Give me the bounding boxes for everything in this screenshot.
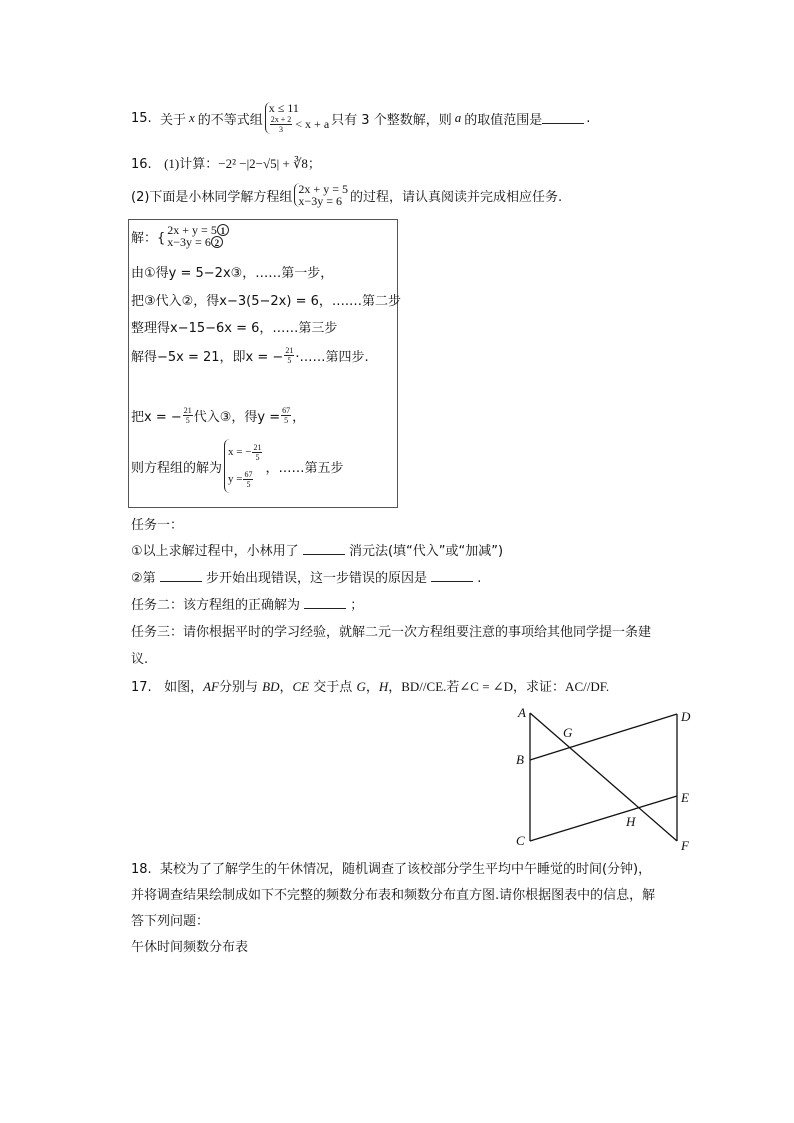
solution-substitute xyxy=(131,400,305,430)
q18-line1-text: 某校为了了解学生的午休情况，随机调查了该校部分学生平均中午睡觉的时间(分钟)， xyxy=(159,862,652,877)
res-a: 则方程组的解为 xyxy=(131,460,223,476)
task1-q2-b: 步开始出现错误，这一步错误的原因是 xyxy=(205,571,427,586)
task2-blank[interactable] xyxy=(304,597,346,609)
solution-step4 xyxy=(131,340,369,370)
question-17 xyxy=(131,676,609,695)
task2 xyxy=(131,594,363,613)
q16-part2-b: 的过程，请认真阅读并完成相应任务. xyxy=(349,189,563,205)
q17-text-f: ，BD//CE.若∠C = ∠D，求证：AC//DF. xyxy=(388,679,610,694)
q16-part2-a: (2)下面是小林同学解方程组 xyxy=(131,189,293,205)
res-b: ，……第五步 xyxy=(265,460,344,476)
sub-c: ， xyxy=(292,409,306,425)
task2-b: ； xyxy=(350,598,364,613)
task2-a: 任务二：该方程组的正确解为 xyxy=(131,598,301,613)
sub-den: 5 xyxy=(185,415,190,425)
segment-ce xyxy=(530,796,677,841)
q16-part1: (1)计算：−2² −|2−√5| + ∛8； xyxy=(164,156,321,171)
sub-fraction-1 xyxy=(183,406,193,425)
solution-box xyxy=(128,219,401,508)
res-y-num: 67 xyxy=(244,470,253,479)
solution-eq2: x−3y = 6 xyxy=(167,235,211,249)
sub-den2: 5 xyxy=(284,415,289,425)
res-x: x = − xyxy=(228,446,252,458)
q18-line2: 并将调查结果绘制成如下不完整的频数分布表和频数分布直方图.请你根据图表中的信息，解 xyxy=(131,888,656,903)
label-f: F xyxy=(681,838,689,853)
q15-ineq2-fraction xyxy=(270,115,293,134)
q15-ineq2-rest: < x + a xyxy=(295,117,330,131)
sub-num: 21 xyxy=(183,405,192,415)
q15-text-d: 的取值范围是 xyxy=(464,112,543,128)
res-y: y = xyxy=(228,473,243,485)
q15-text-a: 关于 xyxy=(159,112,186,128)
solution-step3: 整理得x−15−6x = 6，……第三步 xyxy=(131,321,338,336)
solution-step1: 由①得y = 5−2x③，……第一步， xyxy=(131,266,334,281)
sub-a: 把x = − xyxy=(131,409,182,425)
task1-q1-a: ①以上求解过程中，小林用了 xyxy=(131,544,299,559)
q15-ineq1: x ≤ 11 xyxy=(268,101,299,115)
step4-b: ·……第四步. xyxy=(295,349,369,365)
q16-part2-eq2: x−3y = 6 xyxy=(298,194,342,208)
q17-ce: CE xyxy=(292,679,310,694)
sub-num2: 67 xyxy=(282,405,291,415)
solution-result xyxy=(131,438,343,494)
label-d: D xyxy=(681,709,691,724)
q15-ineq2-den: 3 xyxy=(279,125,284,134)
res-x-den: 5 xyxy=(255,453,260,462)
task1-q1-blank[interactable] xyxy=(303,543,345,555)
step4-den: 5 xyxy=(287,355,292,365)
label-e: E xyxy=(681,790,689,805)
sub-fraction-2 xyxy=(281,406,291,425)
q15-answer-blank[interactable] xyxy=(542,112,584,124)
task1-q2-a: ②第 xyxy=(131,571,156,586)
q17-number: 17. xyxy=(131,680,152,695)
task1-q2-c: . xyxy=(477,571,482,586)
q17-h: H xyxy=(378,679,389,694)
q17-text-b: 分别与 xyxy=(219,680,259,695)
q16-part2-line xyxy=(131,180,562,210)
q15-ineq2-num: 2x + 2 xyxy=(270,115,292,124)
circled-1: 1 xyxy=(217,224,229,236)
label-h: H xyxy=(626,814,636,829)
task1-title: 任务一： xyxy=(131,518,184,533)
result-system xyxy=(224,439,263,493)
q15-text-c: 只有 3 个整数解，则 xyxy=(331,112,452,128)
geometry-figure xyxy=(505,700,705,855)
q15-var-x: x xyxy=(188,110,195,125)
step4-num: 21 xyxy=(285,345,294,355)
q16-part1-line xyxy=(131,153,321,172)
q15-inequality-system xyxy=(265,102,329,134)
q17-text-c: ， xyxy=(279,680,293,695)
q18-number: 18. xyxy=(131,862,152,877)
step4-fraction xyxy=(284,346,294,365)
res-x-num: 21 xyxy=(253,443,262,452)
circled-2: 2 xyxy=(211,236,223,248)
q16-part2-eq1: 2x + y = 5 xyxy=(298,182,348,196)
q17-text-d: 交于点 xyxy=(313,680,353,695)
res-y-fraction xyxy=(243,470,253,489)
task1-q2-blank1[interactable] xyxy=(160,570,202,582)
solution-step2: 把③代入②，得x−3(5−2x) = 6，….…第二步 xyxy=(131,294,401,309)
q16-number: 16. xyxy=(131,157,152,172)
q15-number: 15. xyxy=(131,110,152,126)
sub-b: 代入③，得y = xyxy=(193,409,281,425)
label-c: C xyxy=(516,833,525,848)
solution-intro-line xyxy=(131,224,229,248)
q18-line1 xyxy=(131,858,651,877)
q16-equation-system xyxy=(294,183,348,207)
solution-system xyxy=(167,224,229,248)
q17-bd: BD xyxy=(262,679,280,694)
task1-q2 xyxy=(131,567,481,586)
q17-text-a: 如图， xyxy=(164,680,204,695)
label-g: G xyxy=(563,725,573,740)
q17-af: AF xyxy=(203,679,219,694)
res-y-den: 5 xyxy=(246,480,251,489)
solution-intro: 解：{ xyxy=(131,230,166,246)
task3-line1: 任务三：请你根据平时的学习经验，就解二元一次方程组要注意的事项给其他同学提一条建 xyxy=(131,625,652,640)
solution-eq1: 2x + y = 5 xyxy=(167,223,217,237)
q18-table-title: 午休时间频数分布表 xyxy=(131,940,249,955)
res-x-fraction xyxy=(252,443,262,462)
q15-end: . xyxy=(586,110,591,126)
label-a: A xyxy=(518,705,526,720)
q17-g: G xyxy=(356,679,366,694)
question-15 xyxy=(131,96,590,140)
label-b: B xyxy=(516,752,524,767)
task1-q1 xyxy=(131,540,503,559)
q15-text-b: 的不等式组 xyxy=(197,112,263,128)
task3-line2: 议. xyxy=(131,652,149,667)
step4-a: 解得−5x = 21，即x = − xyxy=(131,349,284,365)
q17-text-e: ， xyxy=(365,680,379,695)
q18-line3: 答下列问题： xyxy=(131,914,210,929)
task1-q2-blank2[interactable] xyxy=(431,570,473,582)
segment-af xyxy=(530,713,677,841)
task1-q1-b: 消元法(填“代入”或“加减”) xyxy=(348,544,504,559)
q15-var-a: a xyxy=(454,110,462,125)
segment-bd xyxy=(530,714,677,760)
